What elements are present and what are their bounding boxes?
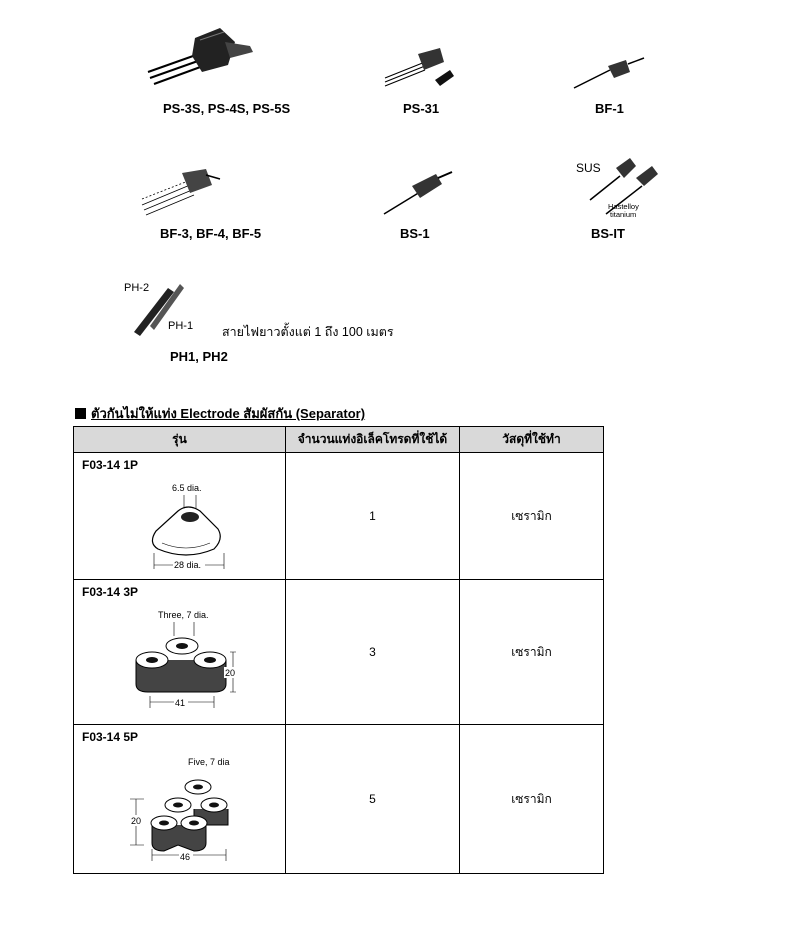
model-cell [74, 453, 286, 580]
ps31-holder-icon [380, 40, 460, 95]
model-cell [74, 725, 286, 874]
ph1-label: PH-1 [168, 320, 194, 332]
header-model: รุ่น [74, 427, 286, 453]
dim-hole: 6.5 dia. [172, 483, 202, 493]
header-material: วัสดุที่ใช้ทำ [460, 427, 604, 453]
dim-hole: Three, 7 dia. [158, 610, 209, 620]
material-cell: เซรามิก [460, 453, 604, 580]
product-caption: PS-31 [403, 101, 440, 116]
bsit-hastelloy-label: Hastelloy [608, 202, 639, 211]
bsit-holder-icon [570, 152, 680, 222]
dim-height: 20 [131, 816, 142, 826]
count-cell: 5 [286, 725, 460, 874]
ps-holder-icon [140, 20, 260, 95]
count-cell: 1 [286, 453, 460, 580]
dim-width: 41 [175, 698, 186, 708]
dim-outer: 28 dia. [174, 560, 202, 570]
product-caption: PS-3S, PS-4S, PS-5S [163, 101, 291, 116]
dim-hole: Five, 7 dia [188, 757, 230, 767]
table-row [74, 725, 604, 874]
bs1-holder-icon [380, 168, 460, 218]
product-caption: BF-3, BF-4, BF-5 [160, 226, 262, 241]
ph-electrode-icon [120, 276, 200, 338]
table-row [74, 580, 604, 725]
model-code: F03-14 5P [82, 730, 139, 744]
dim-width: 46 [180, 852, 191, 862]
table-row [74, 453, 604, 580]
product-caption: BF-1 [595, 101, 624, 116]
bsit-titanium-label: titanium [610, 210, 637, 219]
bsit-sus-label: SUS [576, 161, 601, 175]
ph2-label: PH-2 [124, 282, 150, 294]
bf1-holder-icon [570, 48, 650, 93]
header-electrode-count: จำนวนแท่งอิเล็คโทรดที่ใช้ได้ [286, 427, 460, 453]
bullet-square-icon [75, 408, 86, 419]
material-cell: เซรามิก [460, 580, 604, 725]
separator-3p-drawing [74, 580, 285, 724]
material-cell: เซรามิก [460, 725, 604, 874]
separator-1p-drawing [74, 453, 285, 579]
dim-height: 20 [225, 668, 236, 678]
model-code: F03-14 1P [82, 458, 139, 472]
section-title: ตัวกันไม่ให้แท่ง Electrode สัมผัสกัน (Separator) [75, 403, 365, 424]
cable-length-note: สายไฟยาวตั้งแต่ 1 ถึง 100 เมตร [222, 325, 394, 339]
bf-holder-icon [140, 165, 230, 220]
separator-5p-drawing [74, 725, 285, 873]
product-caption: BS-1 [400, 226, 430, 241]
separator-table [73, 426, 604, 874]
product-caption: PH1, PH2 [170, 349, 228, 364]
model-code: F03-14 3P [82, 585, 139, 599]
count-cell: 3 [286, 580, 460, 725]
model-cell [74, 580, 286, 725]
product-caption: BS-IT [591, 226, 625, 241]
